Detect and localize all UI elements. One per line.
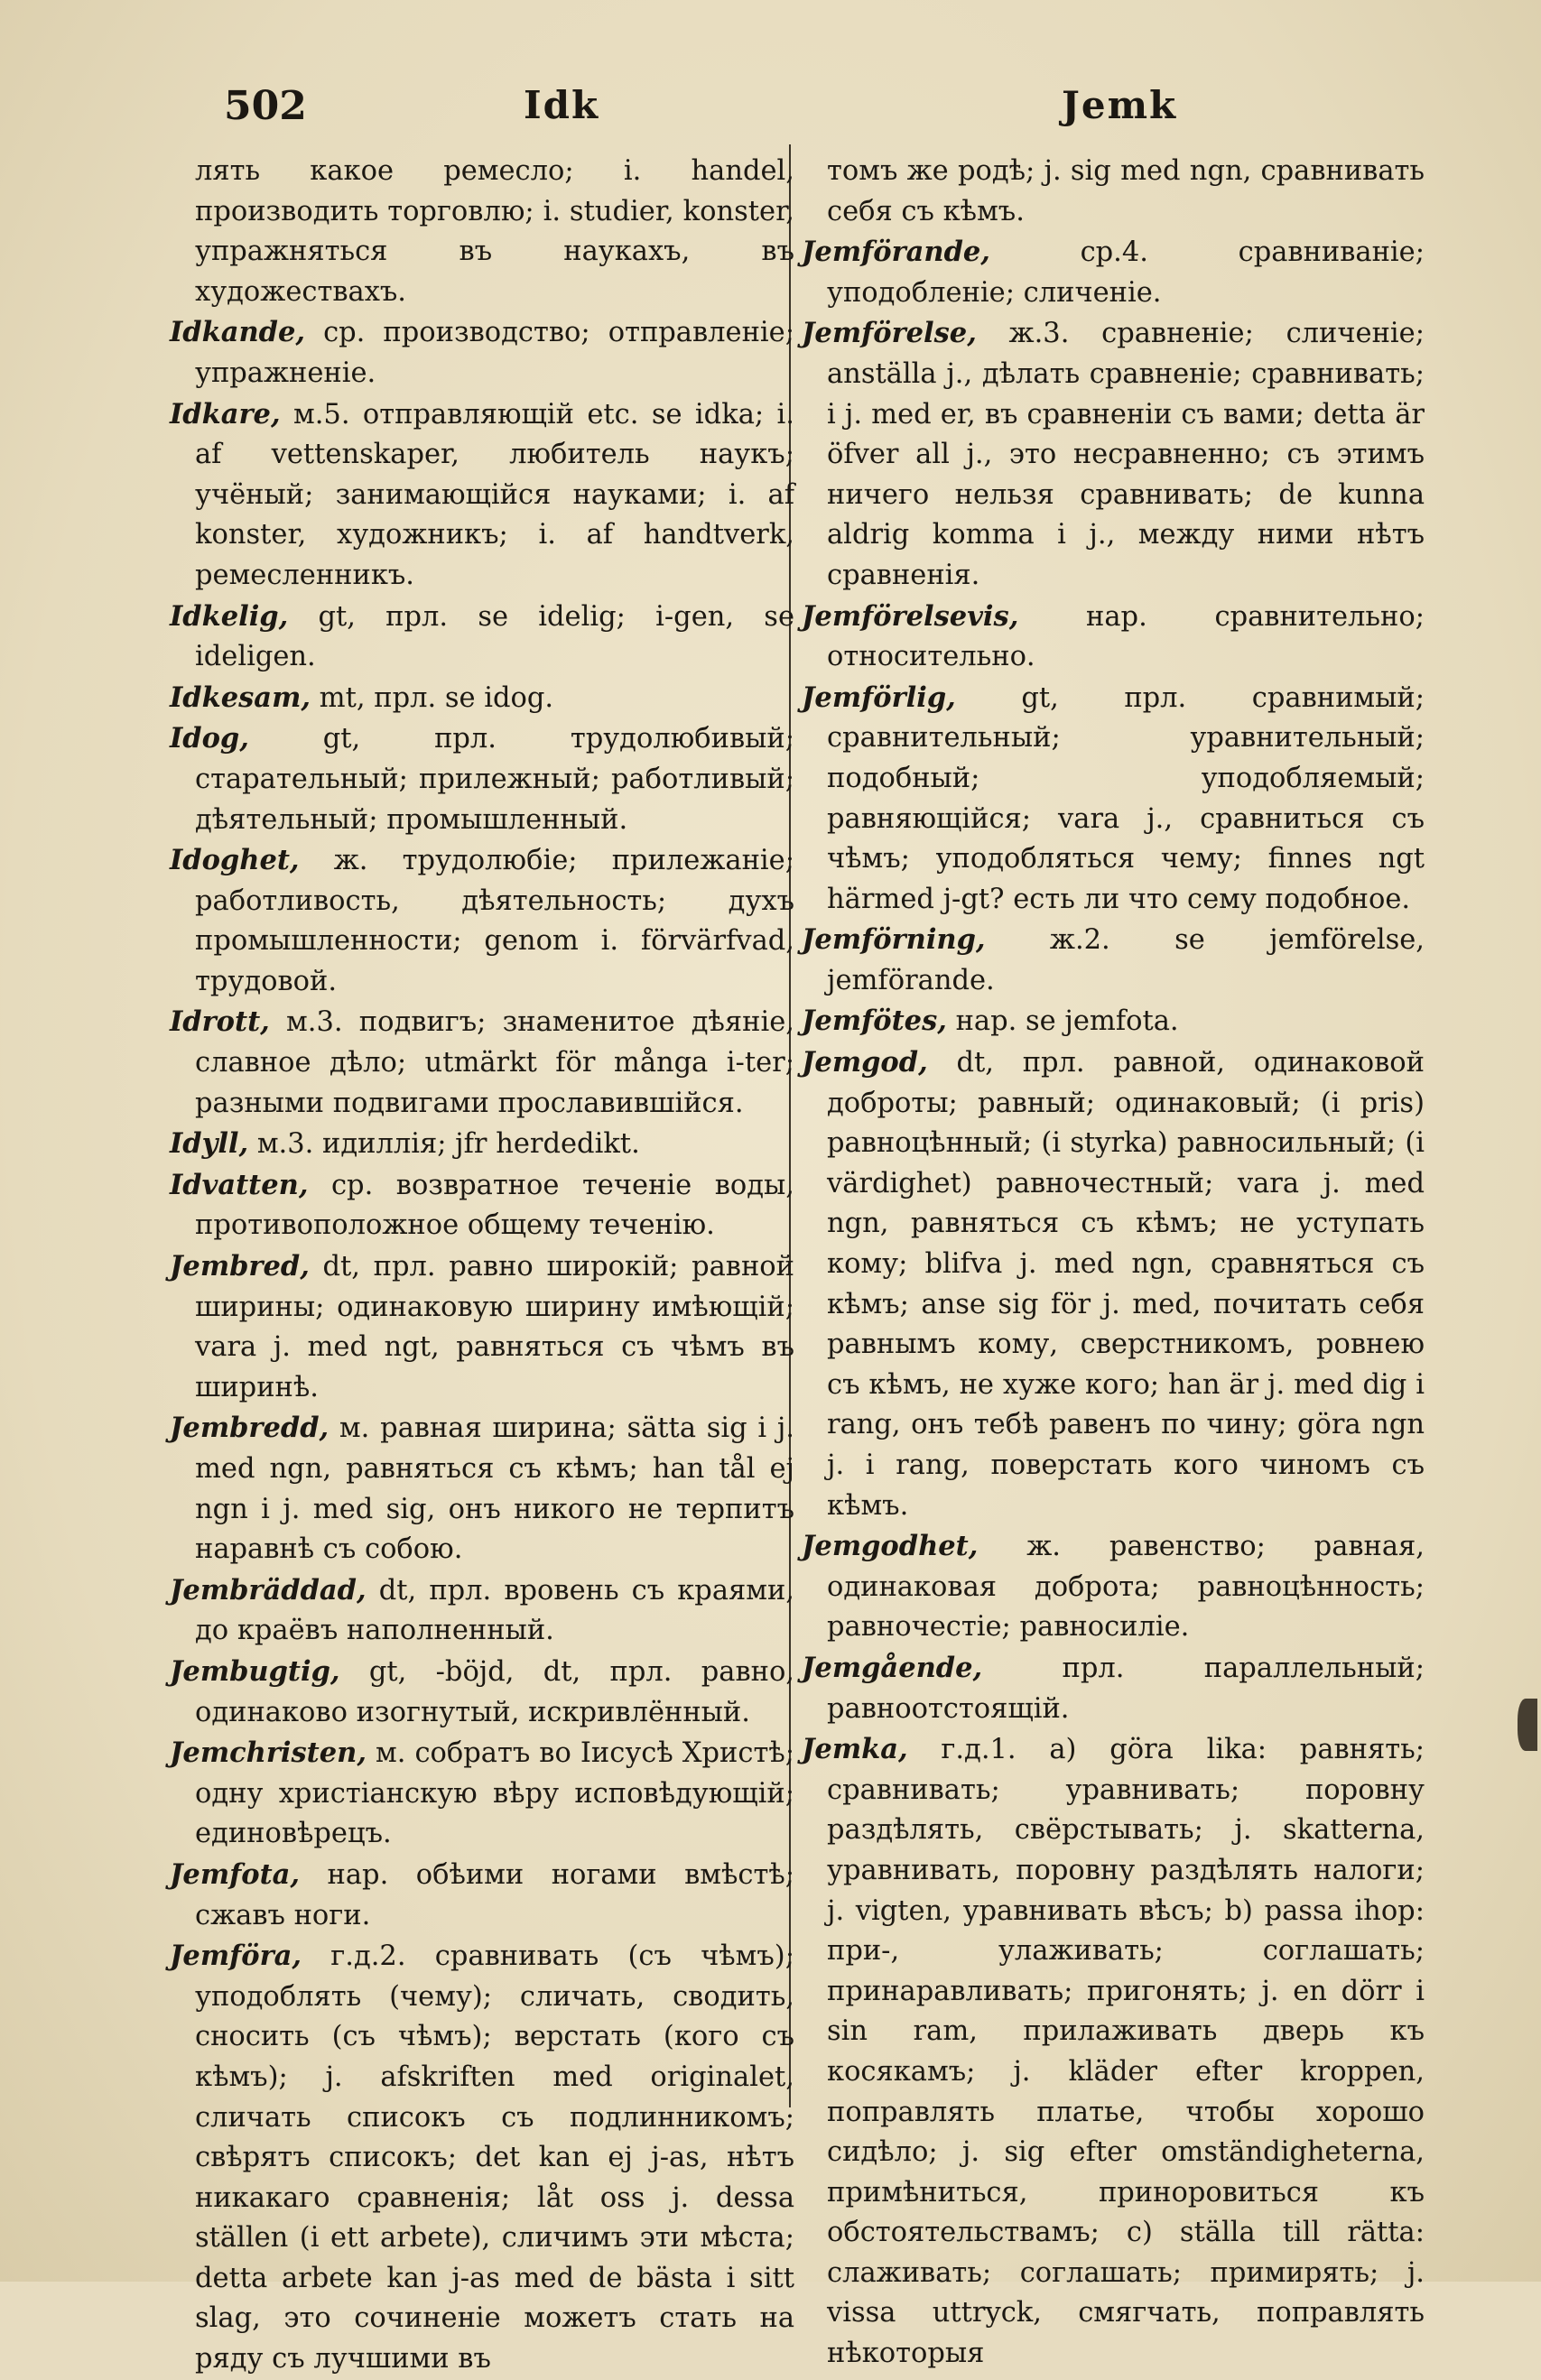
entry-definition: м. равная ширина; sätta sig i j. med ngn, равняться съ кѣмъ; han tål ej ngn i j. med sig, онъ никого не терпитъ наравнѣ съ собою.: [195, 1412, 794, 1566]
right-column: [802, 152, 1425, 2375]
entry-headword: Jemförelsevis,: [802, 599, 1019, 633]
dictionary-entry: [170, 1652, 794, 1733]
entry-definition: м.5. отправляющій etc. se idka; i. af vettenskaper, любитель наукъ; учёный; занимающійся науками; i. af konster, художникъ; i. af handtverk, ремесленникъ.: [195, 398, 794, 591]
dictionary-entry: [170, 1408, 794, 1570]
entry-headword: Idog,: [170, 722, 249, 755]
entry-headword: Jemförlig,: [802, 681, 956, 714]
entry-headword: Jemfötes,: [802, 1005, 947, 1038]
dictionary-entry: [802, 678, 1425, 921]
entry-definition: gt, прл. сравнимый; сравнительный; уравнительный; подобный; уподобляемый; равняющійся; vara j., сравниться съ чѣмъ; уподобляться чему; finnes ngt härmed j-gt? есть ли что сему подобное.: [827, 681, 1425, 915]
entry-headword: Jemföra,: [170, 1940, 302, 1973]
entry-headword: Idrott,: [170, 1005, 270, 1039]
dictionary-entry: [802, 1001, 1425, 1042]
entry-definition: ср.4. сравниваніе; уподобленіе; сличеніе.: [827, 236, 1425, 309]
entry-headword: Jembred,: [170, 1250, 310, 1283]
entry-definition: ср. возвратное теченіе воды, противоположное общему теченію.: [195, 1169, 794, 1242]
dictionary-entry: [170, 678, 794, 719]
entry-headword: Jembräddad,: [170, 1573, 367, 1607]
entry-headword: Jembugtig,: [170, 1654, 340, 1688]
dictionary-entry: [802, 1042, 1425, 1526]
entry-headword: Jemförelse,: [802, 317, 977, 350]
page-edge-mark: [1518, 1699, 1537, 1751]
entry-definition: лять какое ремесло; i. handel, производить торговлю; i. studier, konster, упражняться въ наукахъ, въ художествахъ.: [195, 155, 794, 308]
entry-headword: Idkare,: [170, 397, 281, 431]
entry-definition: прл. параллельный; равноотстоящій.: [827, 1652, 1425, 1725]
entry-definition: г.д.2. сравнивать (съ чѣмъ); уподоблять (чему); сличать, сводить, сносить (съ чѣмъ); верстать (кого съ кѣмъ); j. afskriften med originalet, сличать списокъ съ подлинникомъ; свѣрятъ списокъ; det kan ej j-as, нѣтъ никакаго сравненія; låt oss j. dessa ställen (i ett arbete), сличимъ эти мѣста; detta arbete kan j-as med de bästa i sitt slag, это сочиненіе можетъ стать на ряду съ лучшими въ: [195, 1940, 794, 2375]
entry-headword: Idvatten,: [170, 1168, 309, 1201]
entry-headword: Idyll,: [170, 1127, 249, 1161]
dictionary-entry: [170, 1570, 794, 1652]
dictionary-entry: [802, 920, 1425, 1001]
dictionary-entry: [170, 1936, 794, 2380]
dictionary-entry: [802, 313, 1425, 596]
right-running-headword: Jemk: [1062, 83, 1178, 127]
entry-headword: Idkesam,: [170, 681, 311, 714]
dictionary-entry: [170, 840, 794, 1002]
entry-definition: м. собратъ во Іисусѣ Христѣ; одну христіанскую вѣру исповѣдующій; единовѣрецъ.: [195, 1737, 794, 1850]
entry-headword: Jemgående,: [802, 1651, 983, 1684]
dictionary-entry: [802, 1526, 1425, 1648]
entry-headword: Jembredd,: [170, 1412, 330, 1445]
page-header: [0, 83, 1541, 146]
dictionary-entry: [802, 152, 1425, 232]
entry-definition: dt, прл. равно широкій; равной ширины; одинаковую ширину имѣющій; vara j. med ngt, равняться съ чѣмъ въ ширинѣ.: [195, 1251, 794, 1403]
entry-definition: нар. se jemfota.: [955, 1005, 1179, 1038]
entry-headword: Idoghet,: [170, 844, 300, 877]
entry-definition: gt, прл. se idelig; i-gen, se ideligen.: [195, 600, 795, 673]
entry-definition: dt, прл. равной, одинаковой доброты; равный; одинаковый; (i pris) равноцѣнный; (i styrka) равносильный; (i värdighet) равночестный; vara j. med ngn, равняться съ кѣмъ; не уступать кому; blifva j. med ngn, сравняться съ кѣмъ; anse sig för j. med, почитать себя равнымъ кому, сверстникомъ, ровнею съ кѣмъ, не хуже кого; han är j. med dig i rang, онъ тебѣ равенъ по чину; göra ngn j. i rang, поверстать кого чиномъ съ кѣмъ.: [827, 1047, 1425, 1522]
dictionary-entry: [170, 394, 794, 597]
dictionary-entry: [802, 1648, 1425, 1729]
entry-definition: ср. производство; отправленіе; упражненіе.: [195, 317, 794, 389]
entry-definition: ж. трудолюбіе; прилежаніе; работливость, дѣятельность; духъ промышленности; genom i. förvärfvad, трудовой.: [195, 845, 794, 997]
dictionary-entry: [802, 232, 1425, 313]
entry-headword: Jemchristen,: [170, 1736, 367, 1770]
dictionary-entry: [802, 1729, 1425, 2375]
entry-definition: м.3. подвигъ; знаменитое дѣяніе, славное дѣло; utmärkt för många i-ter; разными подвигами прославившійся.: [195, 1006, 794, 1119]
dictionary-entry: [170, 1733, 794, 1855]
entry-headword: Jemgodhet,: [802, 1530, 979, 1563]
entry-definition: ж. равенство; равная, одинаковая доброта; равноцѣнность; равночестіе; равносиліе.: [827, 1531, 1425, 1644]
dictionary-entry: [170, 718, 794, 840]
left-column: [170, 152, 794, 2380]
entry-definition: м.3. идиллія; jfr herdedikt.: [256, 1128, 640, 1161]
entry-definition: mt, прл. se idog.: [319, 681, 554, 714]
dictionary-entry: [802, 597, 1425, 678]
dictionary-entry: [170, 1246, 794, 1408]
dictionary-entry: [170, 1002, 794, 1124]
entry-definition: ж.3. сравненіе; сличеніе; anställa j., дѣлать сравненіе; сравнивать; i j. med er, въ сравненіи съ вами; detta är öfver all j., это несравненно; съ этимъ ничего нельзя сравнивать; de kunna aldrig komma i j., между ними нѣтъ сравненія.: [827, 318, 1425, 591]
entry-definition: томъ же родѣ; j. sig med ngn, сравнивать себя съ кѣмъ.: [827, 155, 1425, 227]
left-running-headword: Idk: [524, 83, 600, 127]
entry-definition: ж.2. se jemförelse, jemförande.: [827, 924, 1425, 996]
entry-definition: gt, -böjd, dt, прл. равно, одинаково изогнутый, искривлённый.: [195, 1655, 794, 1728]
entry-definition: г.д.1. a) göra lika: равнять; сравнивать; уравнивать; поровну раздѣлять, свёрстывать; j. skatterna, уравнивать, поровну раздѣлять налоги; j. vigten, уравнивать вѣсъ; b) passa ihop: при-, улаживать; соглашать; принаравливать; пригонять; j. en dörr i sin ram, прилаживать дверь къ косякамъ; j. kläder efter kroppen, поправлять платье, чтобы хорошо сидѣло; j. sig efter omständigheterna, примѣниться, приноровиться къ обстоятельствамъ; c) ställa till rätta: слаживать; соглашать; примирять; j. vissa uttryck, смягчать, поправлять нѣкоторыя: [827, 1734, 1425, 2370]
entry-headword: Jemka,: [802, 1733, 908, 1766]
entry-headword: Jemförande,: [802, 236, 990, 269]
entry-definition: dt, прл. вровень съ краями, до краёвъ наполненный.: [195, 1574, 794, 1647]
entry-definition: gt, прл. трудолюбивый; старательный; прилежный; работливый; дѣятельный; промышленный.: [195, 723, 794, 836]
entry-headword: Idkande,: [170, 316, 306, 349]
page-number: 502: [224, 83, 307, 129]
dictionary-entry: [170, 152, 794, 312]
entry-headword: Idkelig,: [170, 599, 289, 633]
entry-headword: Jemfota,: [170, 1857, 301, 1891]
dictionary-entry: [170, 312, 794, 394]
entry-definition: нар. сравнительно; относительно.: [827, 600, 1425, 673]
entry-definition: нар. обѣими ногами вмѣстѣ; сжавъ ноги.: [195, 1858, 794, 1931]
entry-headword: Jemförning,: [802, 923, 986, 957]
dictionary-entry: [170, 1124, 794, 1165]
dictionary-entry: [170, 1165, 794, 1246]
dictionary-entry: [170, 1855, 794, 1936]
entry-headword: Jemgod,: [802, 1046, 928, 1079]
dictionary-entry: [170, 597, 794, 678]
